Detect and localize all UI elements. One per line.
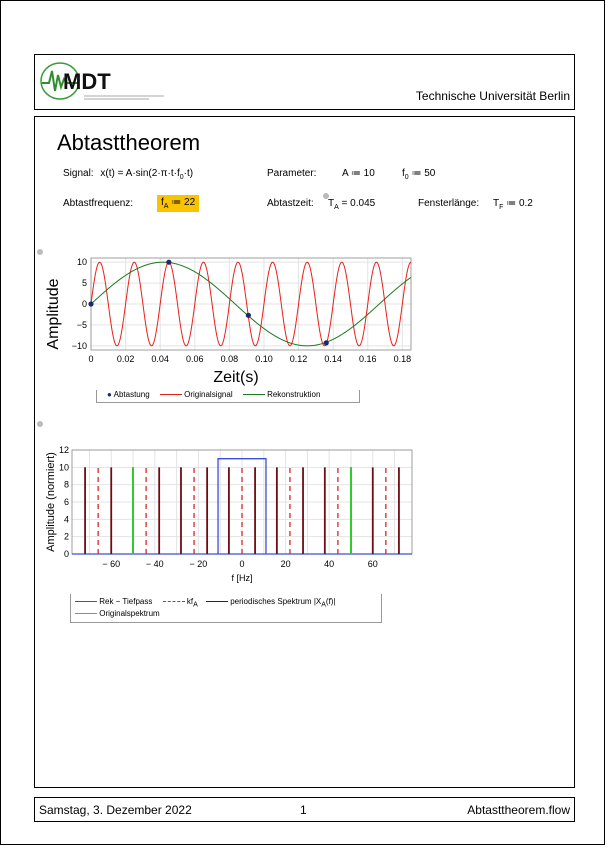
x-tick-label: 0.10: [255, 354, 273, 364]
x-tick-label: 20: [280, 559, 291, 569]
y-tick-label: 0: [81, 299, 87, 309]
university-name: Technische Universität Berlin: [415, 89, 570, 103]
sample-point: [324, 340, 329, 345]
x-tick-label: − 20: [189, 559, 208, 569]
region-handle[interactable]: [323, 193, 329, 199]
footer-file: Abtasttheorem.flow: [467, 803, 570, 817]
x-tick-label: 0: [239, 559, 245, 569]
x-tick-label: 60: [367, 559, 378, 569]
page-number: 1: [300, 803, 307, 817]
signal-formula: $x(t) = A\cdot\sin(2\cdot\pi\cdot t\cdot f_0\cdot t)$: [100, 168, 194, 181]
header: [34, 54, 575, 110]
x-tick-label: 0.08: [220, 354, 239, 364]
y-tick-label: 6: [63, 497, 69, 507]
x-tick-label: − 40: [145, 559, 164, 569]
x-tick-label: 0: [88, 354, 94, 364]
time-legend: [96, 390, 360, 403]
param-f0: $f_0$ ≔ 50: [402, 168, 436, 181]
x-axis-label: Zeit(s): [213, 369, 259, 386]
y-tick-label: −10: [71, 340, 87, 351]
ta-label: Abtastzeit:: [267, 198, 314, 209]
parameter-label: Parameter:: [267, 168, 317, 179]
x-tick-label: 0.04: [151, 354, 169, 364]
tf-value: $T_F$ ≔ 0.2: [493, 198, 533, 211]
tf-label: Fensterlänge:: [418, 198, 480, 209]
x-tick-label: 0.06: [186, 354, 204, 364]
x-tick-label: 0.02: [116, 354, 135, 364]
legend-kfa: $kf_A$: [186, 597, 198, 609]
frequency-domain-chart: [40, 440, 420, 590]
legend-periodisch: periodisches Spektrum $|X_A(f)|$: [230, 597, 336, 609]
time-domain-chart: [40, 250, 420, 405]
x-tick-label: 0.14: [324, 354, 342, 364]
legend-original: Originalsignal: [184, 390, 233, 399]
sample-point: [88, 301, 93, 306]
y-tick-label: 2: [63, 531, 69, 542]
x-tick-label: 40: [324, 559, 335, 569]
footer-date: Samstag, 3. Dezember 2022: [39, 803, 192, 817]
param-a: A ≔ 10: [342, 168, 375, 179]
spectrum-legend: [70, 594, 382, 623]
sample-point: [246, 313, 251, 318]
legend-originalspektrum: Originalspektrum: [99, 609, 160, 618]
logo: [39, 61, 169, 101]
y-tick-label: 0: [63, 549, 69, 559]
page-title: Abtasttheorem: [57, 130, 201, 155]
x-tick-label: 0.12: [289, 354, 308, 364]
x-axis-label: f [Hz]: [231, 573, 253, 583]
y-tick-label: 5: [81, 278, 87, 289]
legend-dot-icon: ●: [107, 390, 112, 399]
logo-text: MDT: [63, 69, 111, 94]
region-handle[interactable]: [37, 421, 43, 427]
sample-point: [166, 260, 171, 265]
y-tick-label: 4: [63, 514, 69, 525]
legend-abtastung: Abtastung: [113, 390, 150, 399]
footer: [34, 797, 575, 822]
fa-label: Abtastfrequenz:: [63, 198, 134, 209]
y-tick-label: 10: [76, 257, 87, 268]
fa-input[interactable]: $f_A$ ≔ 22: [157, 195, 199, 212]
y-axis-label: Amplitude (normiert): [45, 452, 57, 552]
y-tick-label: 12: [58, 445, 69, 455]
x-tick-label: − 60: [102, 559, 121, 569]
x-tick-label: 0.16: [358, 354, 377, 364]
legend-tiefpass: Rek − Tiefpass: [99, 597, 153, 606]
ta-value: $T_A = 0.045$: [328, 198, 376, 211]
y-tick-label: −5: [76, 319, 87, 330]
y-tick-label: 8: [63, 479, 69, 490]
y-tick-label: 10: [58, 462, 69, 473]
legend-rekonstruktion: Rekonstruktion: [267, 390, 321, 399]
y-axis-label: Amplitude: [45, 278, 62, 350]
x-tick-label: 0.18: [393, 354, 412, 364]
signal-label: Signal:: [63, 168, 94, 179]
